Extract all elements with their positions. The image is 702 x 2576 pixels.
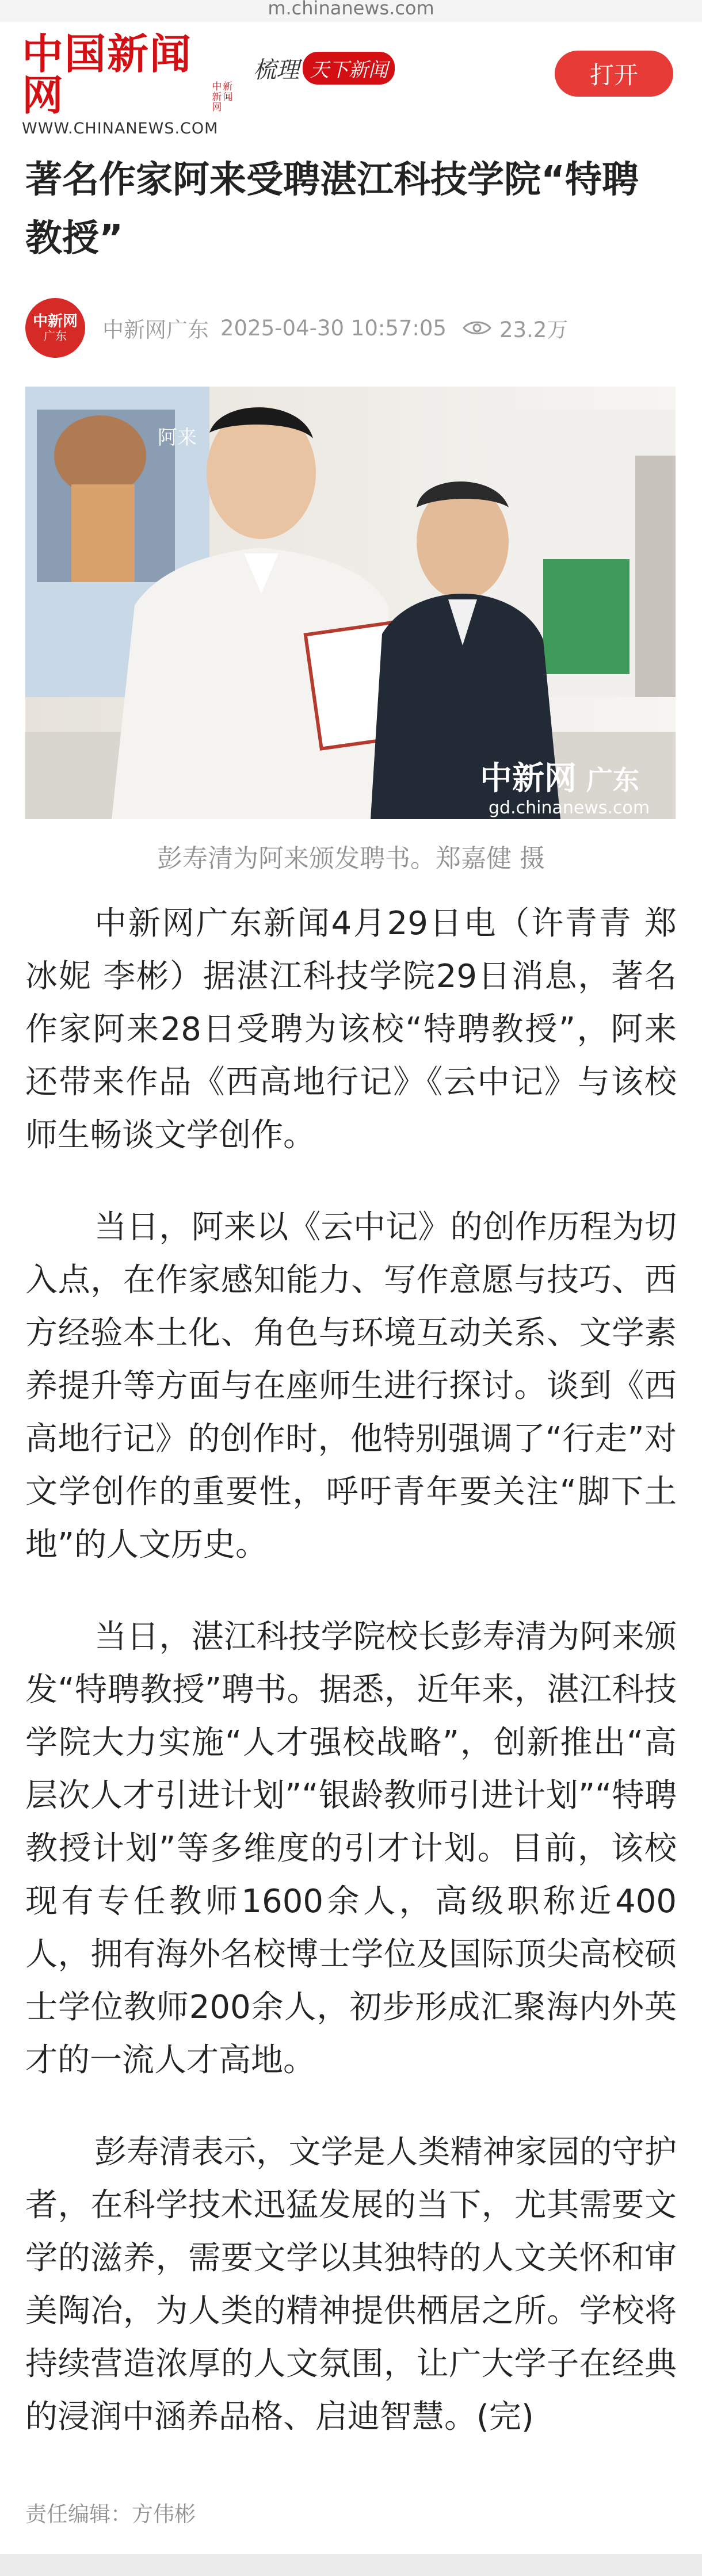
logo-text: 中国新闻网 [22,29,193,120]
article-body [25,897,677,2483]
source-avatar[interactable] [25,298,85,358]
article-source[interactable]: 中新网广东 [102,318,209,342]
logo-side-top: 中新 [212,81,234,93]
browser-url: m.chinanews.com [268,0,434,19]
photo-caption: 彭寿清为阿来颁发聘书。郑嘉健 摄 [157,844,545,873]
responsible-editor: 责任编辑：方伟彬 [25,2502,196,2527]
article-paragraph: 彭寿清表示，文学是人类精神家园的守护者，在科学技术迅猛发展的当下，尤其需要文学的滋养，需要文学以其独特的人文关怀和审美陶冶，为人类的精神提供栖居之所。学校将持续营造浓厚的人文氛围，让广大学子在经典的浸润中涵养品格、启迪智慧。(完) [25,2134,677,2436]
article-paragraph: 中新网广东新闻4月29日电（许青青 郑冰妮 李彬）据湛江科技学院29日消息，著名作家阿来28日受聘为该校“特聘教授”，阿来还带来作品《西高地行记》《云中记》与该校师生畅谈文学创作。 [25,905,677,1154]
watermark-url: gd.chinanews.com [489,798,650,818]
bottom-strip [0,2554,702,2576]
source-avatar-bottom: 广东 [44,329,67,343]
slogan-part-b: 天下新闻 [303,52,395,85]
site-logo[interactable] [22,29,241,137]
watermark-logo: 中新网 [480,759,577,797]
article-photo[interactable] [25,387,676,819]
article-title: 著名作家阿来受聘湛江科技学院“特聘教授” [25,159,639,260]
eye-icon [463,319,491,337]
publish-time: 2025-04-30 10:57:05 [220,315,447,341]
logo-side-bottom: 新闻网 [212,91,234,113]
article-paragraph: 当日，湛江科技学院校长彭寿清为阿来颁发“特聘教授”聘书。据悉，近年来，湛江科技学院大力实施“人才强校战略”，创新推出“高层次人才引进计划”“银龄教师引进计划”“特聘教授计划”等多维度的引才计划。目前，该校现有专任教师1600余人，高级职称近400人，拥有海外名校博士学位及国际顶尖高校硕士学位教师200余人，初步形成汇聚海内外英才的一流人才高地。 [25,1618,677,2079]
view-count: 23.2万 [499,318,569,342]
article-meta [25,297,676,359]
open-app-button[interactable]: 打开 [555,51,673,97]
photo-illustration [25,387,676,819]
site-slogan [253,51,395,85]
article-paragraph: 当日，阿来以《云中记》的创作历程为切入点，在作家感知能力、写作意愿与技巧、西方经验本土化、角色与环境互动关系、文学素养提升等方面与在座师生进行探讨。谈到《西高地行记》的创作时，他特别强调了“行走”对文学创作的重要性，呼吁青年要关注“脚下土地”的人文历史。 [25,1209,677,1564]
banner-text: 阿来 [158,426,197,449]
browser-url-bar[interactable] [0,0,702,22]
logo-url: WWW.CHINANEWS.COM [22,120,219,137]
watermark-region: 广东 [586,765,639,796]
slogan-part-a: 梳理 [253,56,299,83]
source-avatar-top: 中新网 [32,313,78,330]
